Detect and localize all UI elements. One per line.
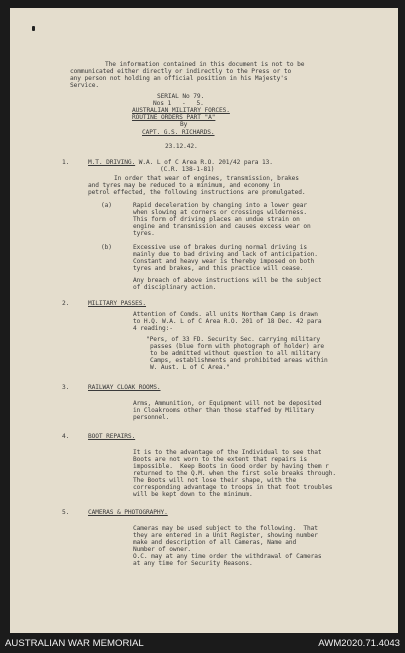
footer-institution: AUSTRALIAN WAR MEMORIAL <box>5 638 144 649</box>
item-body-line: at any time for Security Reasons. <box>133 560 253 567</box>
quote-line: W. Aust. L of C Area." <box>150 364 230 371</box>
item-number: 1. <box>62 159 70 166</box>
quote-line: "Pers, of 33 FD. Security Sec. carrying military <box>146 336 321 343</box>
item-title: M.T. DRIVING. <box>88 159 136 166</box>
document-page <box>10 8 398 633</box>
item-body-line: Attention of Comds. all units Northam Camp is drawn <box>133 311 318 318</box>
subitem-line: Excessive use of brakes during normal driving is <box>133 244 308 251</box>
quote-line: passes (blue form with photograph of holder) are <box>150 343 325 350</box>
subitem-line: This form of driving places an undue strain on <box>133 216 300 223</box>
notice-line: Service. <box>70 82 100 89</box>
item-body-line: impossible. Keep Boots in Good order by having them r <box>133 463 329 470</box>
by-label: By <box>180 121 188 128</box>
subitem-line: tyres and brakes, and this practice will cease. <box>133 265 304 272</box>
item-reference: (C.R. 138-1-81) <box>160 166 215 173</box>
notice-line: The information contained in this document is not to be <box>105 61 305 68</box>
item-number: 2. <box>62 300 70 307</box>
item-body-line: will be kept down to the minimum. <box>133 491 253 498</box>
item-body-line: make and description of all Cameras, Name and <box>133 539 297 546</box>
order-date: 23.12.42. <box>165 143 198 150</box>
item-title-reference: W.A. L of C Area R.O. 201/42 para 13. <box>135 159 273 166</box>
subitem-line: mainly due to bad driving and lack of anticipation. <box>133 251 318 258</box>
item-body-line: in Cloakrooms other than those staffed by Military <box>133 407 315 414</box>
notice-line: any person not holding an official position in his Majesty's <box>70 75 288 82</box>
subitem-line: Rapid deceleration by changing into a lower gear <box>133 202 308 209</box>
punch-hole <box>32 26 35 31</box>
item-title: RAILWAY CLOAK ROOMS. <box>88 384 161 391</box>
orders-title: ROUTINE ORDERS PART "A" <box>132 114 216 121</box>
quote-line: to be admitted without question to all military <box>150 350 321 357</box>
item-number: 3. <box>62 384 70 391</box>
subitem-label: (b) <box>101 244 112 251</box>
item-body-line: petrol effected, the following instructions are promulgated. <box>88 189 306 196</box>
item-title: BOOT REPAIRS. <box>88 433 136 440</box>
item-number: 4. <box>62 433 70 440</box>
serial-number: SERIAL No 79. <box>157 93 205 100</box>
item-body-line: Boots are not worn to the extent that repairs is <box>133 456 308 463</box>
item-body-line: Arms, Ammunition, or Equipment will not be deposited <box>133 400 322 407</box>
item-number: 5. <box>62 509 70 516</box>
item-body-line: It is to the advantage of the Individual to see that <box>133 449 322 456</box>
force-name: AUSTRALIAN MILITARY FORCES. <box>132 107 230 114</box>
quote-line: Camps, establishments and prohibited areas within <box>150 357 328 364</box>
item-title: MILITARY PASSES. <box>88 300 147 307</box>
item-body-line: 4 reading:- <box>133 325 173 332</box>
subitem-line: tyres. <box>133 230 155 237</box>
subitem-line: engine and transmission and causes excess wear on <box>133 223 311 230</box>
footer-bar <box>0 633 405 653</box>
item-body-line: corresponding advantage to troops in that foot troubles <box>133 484 333 491</box>
order-numbers: Nos 1 - 5. <box>153 100 204 107</box>
item-body-line: returned to the Q.M. when the first sole breaks through. <box>133 470 337 477</box>
item-closing-line: Any breach of above instructions will be the subject <box>133 277 322 284</box>
officer-name: CAPT. G.S. RICHARDS. <box>142 129 215 136</box>
item-body-line: In order that wear of engines, transmission, brakes <box>114 175 299 182</box>
item-body-line: they are entered in a Unit Register, showing number <box>133 532 318 539</box>
item-title: CAMERAS & PHOTOGRAPHY. <box>88 509 168 516</box>
subitem-line: when slowing at corners or crossings wilderness. <box>133 209 308 216</box>
footer-accession-number: AWM2020.71.4043 <box>318 638 400 649</box>
item-body-line: The Boots will not lose their shape, with the <box>133 477 297 484</box>
item-body-line: Cameras may be used subject to the following. That <box>133 525 318 532</box>
item-body-line: and tyres may be reduced to a minimum, and economy in <box>88 182 281 189</box>
item-body-line: O.C. may at any time order the withdrawal of Cameras <box>133 553 322 560</box>
item-closing-line: of disciplinary action. <box>133 284 217 291</box>
subitem-line: Constant and heavy wear is thereby imposed on both <box>133 258 315 265</box>
notice-line: communicated either directly or indirectly to the Press or to <box>70 68 292 75</box>
item-body-line: to H.Q. W.A. L of C Area R.O. 201 of 18 Dec. 42 para <box>133 318 322 325</box>
item-body-line: personnel. <box>133 414 170 421</box>
item-body-line: Number of owner. <box>133 546 192 553</box>
subitem-label: (a) <box>101 202 112 209</box>
